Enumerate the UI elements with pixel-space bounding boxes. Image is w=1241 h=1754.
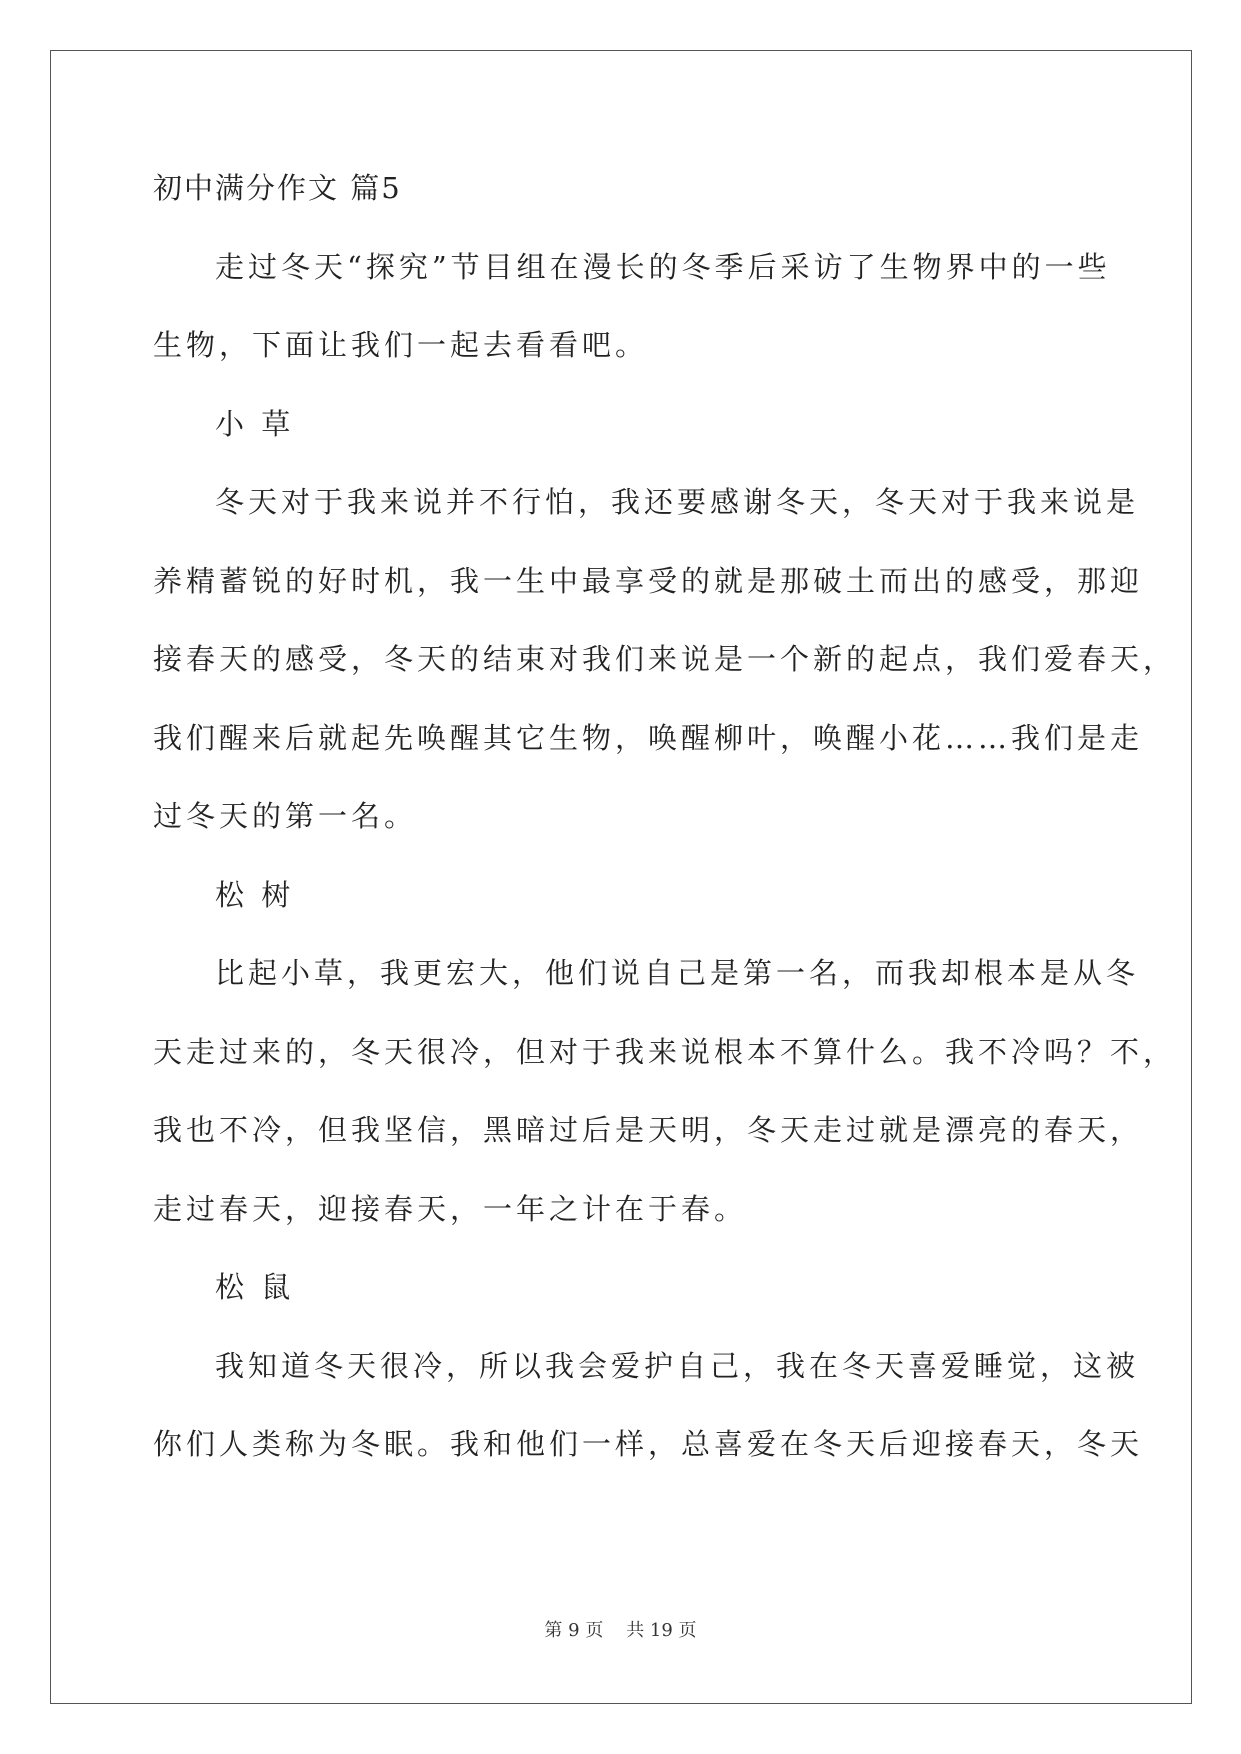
paragraph-line: 我也不冷，但我坚信，黑暗过后是天明，冬天走过就是漂亮的春天， (153, 1113, 1144, 1147)
paragraph-line: 走过春天，迎接春天，一年之计在于春。 (153, 1192, 748, 1226)
paragraph-line: 冬天对于我来说并不行怕，我还要感谢冬天，冬天对于我来说是 (215, 485, 1140, 519)
paragraph-line: 走过冬天“探究”节目组在漫长的冬季后采访了生物界中的一些 (215, 250, 1111, 284)
paragraph-line: 接春天的感受，冬天的结束对我们来说是一个新的起点，我们爱春天， (153, 642, 1177, 676)
section-heading-pine: 松 树 (215, 878, 295, 912)
paragraph-line: 天走过来的，冬天很冷，但对于我来说根本不算什么。我不冷吗？不， (153, 1035, 1177, 1069)
section-heading-grass: 小 草 (215, 407, 295, 441)
section-heading-squirrel: 松 鼠 (215, 1270, 295, 1304)
paragraph-line: 我们醒来后就起先唤醒其它生物，唤醒柳叶，唤醒小花……我们是走 (153, 721, 1144, 755)
paragraph-line: 我知道冬天很冷，所以我会爱护自己，我在冬天喜爱睡觉，这被 (215, 1349, 1140, 1383)
paragraph-line: 比起小草，我更宏大，他们说自己是第一名，而我却根本是从冬 (215, 956, 1140, 990)
paragraph-line: 养精蓄锐的好时机，我一生中最享受的就是那破土而出的感受，那迎 (153, 564, 1144, 598)
paragraph-line: 过冬天的第一名。 (153, 799, 418, 833)
paragraph-line: 生物，下面让我们一起去看看吧。 (153, 328, 649, 362)
document-heading: 初中满分作文 篇5 (153, 171, 402, 205)
page-number: 第 9 页 共 19 页 (544, 1620, 697, 1641)
paragraph-line: 你们人类称为冬眠。我和他们一样，总喜爱在冬天后迎接春天，冬天 (153, 1427, 1144, 1461)
